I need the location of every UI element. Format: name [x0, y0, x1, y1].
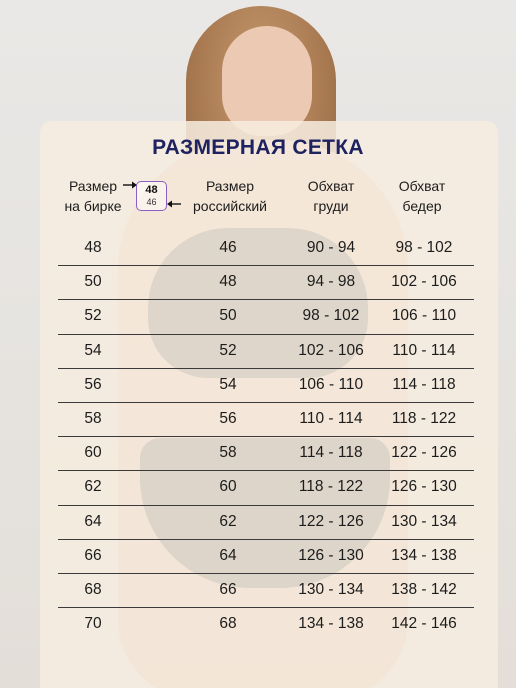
table-row — [58, 266, 474, 300]
table-row — [58, 574, 474, 608]
header-bust — [296, 176, 366, 216]
header-bust-line2: груди — [313, 198, 349, 214]
model-face — [222, 26, 312, 136]
cell-ru-size: 46 — [219, 239, 237, 256]
cell-ru-size: 58 — [219, 444, 237, 462]
header-tag-size-line2: на бирке — [64, 198, 122, 214]
cell-tag-size: 60 — [84, 444, 102, 462]
cell-tag-size: 48 — [84, 239, 102, 256]
cell-hips: 98 - 102 — [395, 239, 453, 256]
arrow-right-icon — [123, 180, 137, 190]
cell-tag-size: 70 — [84, 615, 102, 633]
table-row — [58, 437, 474, 471]
cell-tag-size: 64 — [84, 512, 102, 530]
cell-bust: 130 - 134 — [298, 580, 364, 598]
cell-bust: 126 - 130 — [298, 546, 364, 564]
arrow-left-icon — [167, 199, 181, 209]
table-row — [58, 540, 474, 574]
page-title: РАЗМЕРНАЯ СЕТКА — [152, 136, 364, 159]
table-row — [58, 300, 474, 334]
cell-bust: 134 - 138 — [298, 615, 364, 633]
cell-hips: 102 - 106 — [391, 273, 457, 291]
cell-tag-size: 56 — [84, 375, 102, 393]
cell-hips: 118 - 122 — [391, 409, 457, 427]
cell-bust: 94 - 98 — [306, 273, 356, 291]
header-hips-line1: Обхват — [398, 178, 446, 194]
cell-tag-size: 52 — [84, 307, 102, 325]
tag-sub-size: 46 — [146, 197, 157, 207]
header-tag-size-line1: Размер — [68, 178, 118, 194]
cell-tag-size: 66 — [84, 546, 102, 564]
cell-ru-size: 64 — [219, 546, 237, 564]
table-row — [58, 471, 474, 505]
tag-main-size: 48 — [145, 184, 158, 196]
cell-hips: 130 - 134 — [391, 512, 457, 530]
table-row — [58, 369, 474, 403]
cell-hips: 122 - 126 — [391, 444, 457, 462]
header-tag-size — [58, 176, 128, 216]
header-ru-size-line1: Размер — [205, 178, 255, 194]
header-ru-size-line2: российский — [193, 198, 267, 214]
header-hips — [384, 176, 460, 216]
table-row — [58, 506, 474, 540]
cell-bust: 122 - 126 — [298, 512, 364, 530]
cell-ru-size: 60 — [219, 478, 237, 496]
size-table — [58, 232, 474, 641]
cell-hips: 110 - 114 — [392, 341, 456, 359]
cell-tag-size: 50 — [84, 273, 102, 291]
cell-ru-size: 50 — [219, 307, 237, 325]
cell-bust: 114 - 118 — [299, 444, 363, 462]
size-tag-example — [136, 181, 167, 211]
table-row — [58, 232, 474, 266]
cell-bust: 106 - 110 — [298, 375, 364, 393]
cell-tag-size: 62 — [84, 478, 102, 496]
cell-bust: 110 - 114 — [299, 409, 363, 427]
cell-bust: 118 - 122 — [298, 478, 364, 496]
cell-tag-size: 68 — [84, 580, 102, 598]
cell-ru-size: 56 — [219, 409, 237, 427]
cell-tag-size: 54 — [84, 341, 102, 359]
cell-ru-size: 48 — [219, 273, 237, 291]
cell-hips: 134 - 138 — [391, 546, 457, 564]
cell-bust: 90 - 94 — [306, 239, 356, 256]
cell-ru-size: 66 — [219, 580, 237, 598]
cell-ru-size: 52 — [219, 341, 237, 359]
header-ru-size — [180, 176, 280, 216]
cell-hips: 106 - 110 — [391, 307, 457, 325]
table-row — [58, 608, 474, 641]
cell-bust: 98 - 102 — [302, 307, 360, 325]
cell-hips: 142 - 146 — [391, 615, 457, 633]
cell-ru-size: 62 — [219, 512, 237, 530]
cell-bust: 102 - 106 — [298, 341, 364, 359]
cell-hips: 138 - 142 — [391, 580, 457, 598]
cell-tag-size: 58 — [84, 409, 102, 427]
table-row — [58, 335, 474, 369]
header-hips-line2: бедер — [402, 198, 442, 214]
cell-hips: 126 - 130 — [391, 478, 457, 496]
cell-hips: 114 - 118 — [392, 375, 456, 393]
table-row — [58, 403, 474, 437]
cell-ru-size: 68 — [219, 615, 237, 633]
cell-ru-size: 54 — [219, 375, 237, 393]
header-bust-line1: Обхват — [307, 178, 355, 194]
